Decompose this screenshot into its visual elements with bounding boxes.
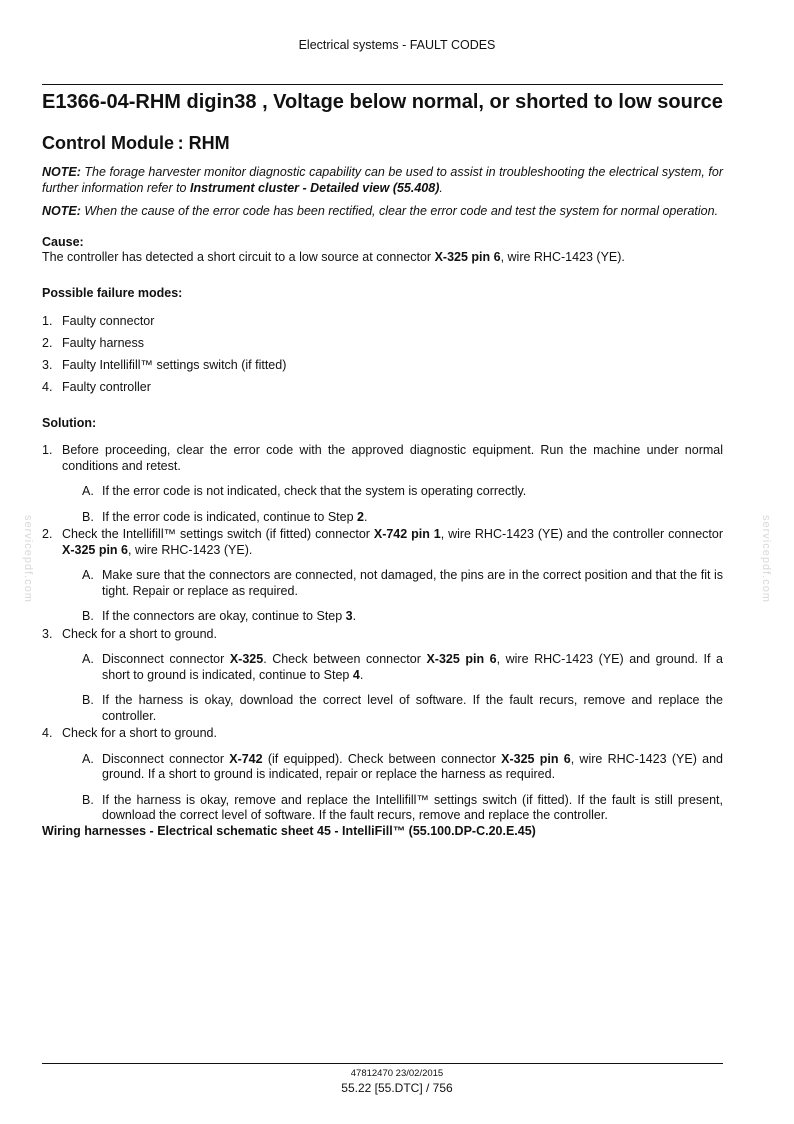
cause-heading: Cause: xyxy=(42,234,84,249)
footer-rule xyxy=(42,1063,723,1064)
substep-4a: A. Disconnect connector X-742 (if equipped). Check between connector X-325 pin 6, wire RHC-1423 (YE) and ground. If a short to ground is indicated, repair or replace the harness as required. xyxy=(82,751,723,781)
substep-3b: B. If the harness is okay, download the correct level of software. If the fault recurs, remove and replace the controller. xyxy=(82,693,723,723)
substep-1a: A. If the error code is not indicated, check that the system is operating correctly. xyxy=(82,484,527,498)
list-item: 3. Faulty Intellifill™ settings switch (if fitted) xyxy=(42,358,287,372)
running-header: Electrical systems - FAULT CODES xyxy=(298,38,496,52)
substep-3a: A. Disconnect connector X-325. Check between connector X-325 pin 6, wire RHC-1423 (YE) and ground. If a short to ground is indicated, continue to Step 4. xyxy=(82,652,724,682)
reference-link-wiring-harness[interactable]: Wiring harnesses - Electrical schematic sheet 45 - IntelliFill™ (55.100.DP-C.20.E.45) xyxy=(42,823,536,838)
control-module-value: RHM xyxy=(188,133,230,153)
substep-4b: B. If the harness is okay, remove and replace the Intellifill™ settings switch (if fitted). If the fault is still present, download the correct level of software. If the fault recurs, remove and replace the controller. xyxy=(82,792,723,822)
solution-step-2: 2. Check the Intellifill™ settings switch (if fitted) connector X-742 pin 1, wire RHC-1423 (YE) and the controller connector X-325 pin 6, wire RHC-1423 (YE). A. Make sure that the connectors are connected, not damaged, the pins are in the correct position and that the fit is tight. Repair or replace as required. B. If the connectors are okay, continue to Step 3. xyxy=(42,527,723,623)
header-rule xyxy=(42,84,723,85)
list-item: 4. Faulty controller xyxy=(42,380,151,394)
failure-modes-list xyxy=(42,314,723,396)
note-2: NOTE: When the cause of the error code has been rectified, clear the error code and test the system for normal operation. xyxy=(42,204,719,218)
control-module-label: Control Module : xyxy=(42,133,184,153)
list-item: 2. Faulty harness xyxy=(42,336,144,350)
substep-1b: B. If the error code is indicated, continue to Step 2. xyxy=(82,509,368,524)
page-title: E1366-04-RHM digin38 , Voltage below normal, or shorted to low source xyxy=(42,91,723,113)
solution-heading: Solution: xyxy=(42,415,97,430)
substep-2b: B. If the connectors are okay, continue to Step 3. xyxy=(82,609,357,623)
solution-step-1: 1. Before proceeding, clear the error code with the approved diagnostic equipment. Run the machine under normal conditions and retest. A. If the error code is not indicated, check that the system is operating correctly. B. If the error code is indicated, continue to Step 2. xyxy=(42,443,723,524)
solution-steps xyxy=(42,443,723,824)
substep-2a: A. Make sure that the connectors are connected, not damaged, the pins are in the correct position and that the fit is tight. Repair or replace as required. xyxy=(82,568,723,598)
note-1: NOTE: The forage harvester monitor diagnostic capability can be used to assist in troubleshooting the electrical system, for further information refer to Instrument cluster - Detailed view (55.408). xyxy=(42,165,723,195)
reference-instrument-cluster[interactable]: Instrument cluster - Detailed view (55.408) xyxy=(189,180,440,195)
solution-step-4: 4. Check for a short to ground. A. Disconnect connector X-742 (if equipped). Check between connector X-325 pin 6, wire RHC-1423 (YE) and ground. If a short to ground is indicated, repair or replace the harness as required. B. If the harness is okay, remove and replace the Intellifill™ settings switch (if fitted). If the fault is still present, download the correct level of software. If the fault recurs, remove and replace the controller. xyxy=(42,726,723,822)
list-item: 1. Faulty connector xyxy=(42,314,155,328)
watermark-left: servicepdf.com xyxy=(22,515,34,603)
solution-step-3: 3. Check for a short to ground. A. Disconnect connector X-325. Check between connector X-325 pin 6, wire RHC-1423 (YE) and ground. If a short to ground is indicated, continue to Step 4. B. If the harness is okay, download the correct level of software. If the fault recurs, remove and replace the controller. xyxy=(42,626,724,723)
watermark-right: servicepdf.com xyxy=(760,515,772,603)
control-module-heading xyxy=(42,132,723,154)
footer-page-number: 55.22 [55.DTC] / 756 xyxy=(341,1081,453,1095)
page-content xyxy=(42,90,723,839)
cause-text: The controller has detected a short circuit to a low source at connector X-325 pin 6, wire RHC-1423 (YE). xyxy=(42,250,625,264)
note-label: NOTE: xyxy=(42,165,81,179)
footer-doc-date: 47812470 23/02/2015 xyxy=(350,1068,444,1079)
failure-modes-heading: Possible failure modes: xyxy=(42,285,183,300)
note-label: NOTE: xyxy=(42,204,81,218)
